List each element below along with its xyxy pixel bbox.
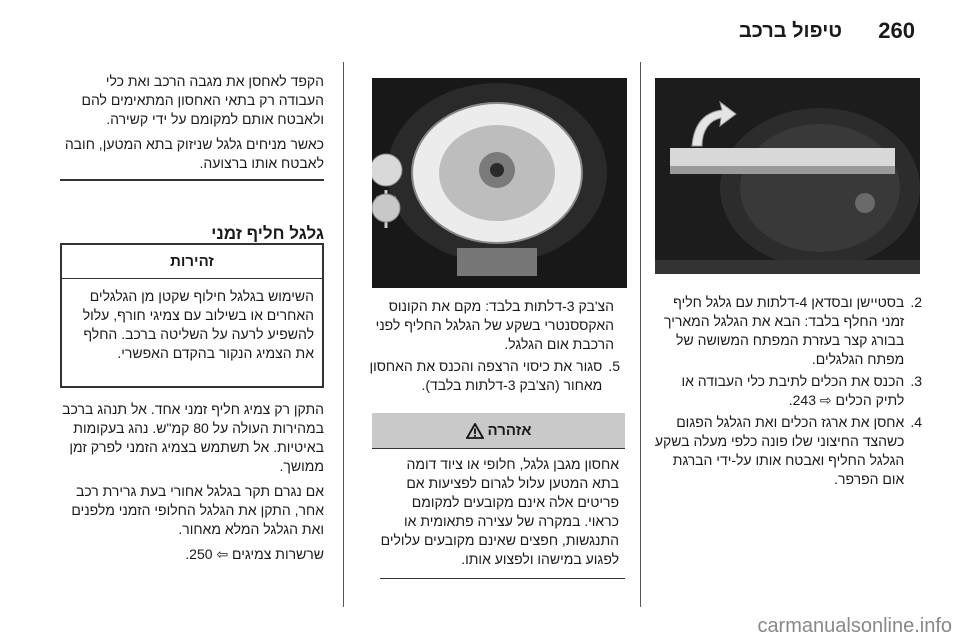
step-item: 2. בסטיישן ובסדאן 4-דלתות עם גלגל חליף זמני החלף בלבד: הבא את הגלגל המאריך בבורג קצר בעזרת המפתח המשושה של מפתח הגלגלים. — [664, 294, 922, 367]
step-item: 3. הכנס את הכלים לתיבת כלי העבודה או לתיק הכלים ⇨ 243. — [681, 373, 922, 408]
step-item: 5. סגור את כיסוי הרצפה והכנס את האחסון מאחור (הצ'בק 3-דלתות בלבד). — [369, 358, 620, 393]
page-title: טיפול ברכב — [738, 20, 842, 42]
body-paragraph-2: אם נגרם תקר בגלגל אחורי בעת גרירת רכב אחר, התקן את הגלגל החלופי הזמני מלפנים ואת הגלגל המלא מאחור. — [71, 483, 324, 537]
caution-header — [372, 413, 625, 449]
column-divider-left — [343, 62, 344, 607]
body-paragraph-1: התקן רק צמיג חליף זמני אחד. אל תנהג ברכב במהירות העולה על 80 קמ"ש. נהג בעקומות באיטיות. אל תשתמש בצמיג הזמני לפרק זמן ממושך. — [62, 401, 324, 474]
intro-paragraph-2: כאשר מניחים גלגל שניזוק בתא המטען, חובה לאבטח אותו ברצועה. — [64, 136, 324, 171]
spare-wheel-photo — [372, 78, 627, 288]
caution-box — [372, 413, 625, 578]
page-header — [0, 18, 960, 48]
caution-bottom-rule — [380, 578, 625, 579]
spare-wheel-well-photo — [655, 78, 920, 274]
left-column-intro — [60, 72, 324, 181]
right-column-steps — [652, 293, 922, 492]
step-item: 4. אחסן את ארגז הכלים ואת הגלגל הפגום כשהצד החיצוני שלו פונה כלפי מעלה בשקע הגלגל החליף ואבטח אותו על-ידי הברגת אום הפרפר. — [654, 414, 922, 487]
middle-column-steps — [358, 297, 620, 398]
warning-label: זהירות — [170, 253, 214, 270]
caution-label: אזהרה — [487, 422, 532, 439]
warning-triangle-icon — [466, 423, 484, 439]
warning-box — [60, 243, 324, 388]
step-item: הצ'בק 3-דלתות בלבד: מקם את הקונוס האקססנטרי בשקע של הגלגל החליף לפני הרכבת אום הגלגל. — [375, 298, 614, 352]
tire-chains-reference[interactable]: שרשרות צמיגים ⇦ 250. — [185, 546, 324, 562]
left-column-body — [60, 400, 324, 570]
caution-text: אחסון מגבן גלגל, חלופי או ציוד דומה בתא המטען עלול לגרום לפציעות אם פריטים אלה אינם מקובעים למקומם כראוי. במקרה של עצירה פתאומית או התנגשות, חפצים שאינם מקובעים עלולים לפגוע במישהו ולפצוע אותו. — [380, 456, 619, 567]
intro-paragraph: הקפד לאחסן את מגבה הרכב ואת כלי העבודה רק בתאי האחסון המתאימים להם ולאבטח אותם למקומם על ידי קשירה. — [81, 73, 324, 127]
warning-text: השימוש בגלגל חילוף שקטן מן הגלגלים האחרים או בשילוב עם צמיגי חורף, עלול להשפיע לרעה על השליטה ברכב. החלף את הצמיג הנקור בהקדם האפשרי. — [82, 288, 314, 361]
section-title: גלגל חליף זמני — [211, 224, 324, 243]
page-number: 260 — [878, 18, 915, 43]
column-divider-right — [640, 62, 641, 607]
curved-arrow-icon — [680, 98, 740, 158]
watermark: carmanualsonline.info — [757, 615, 952, 637]
warning-header — [62, 245, 322, 279]
